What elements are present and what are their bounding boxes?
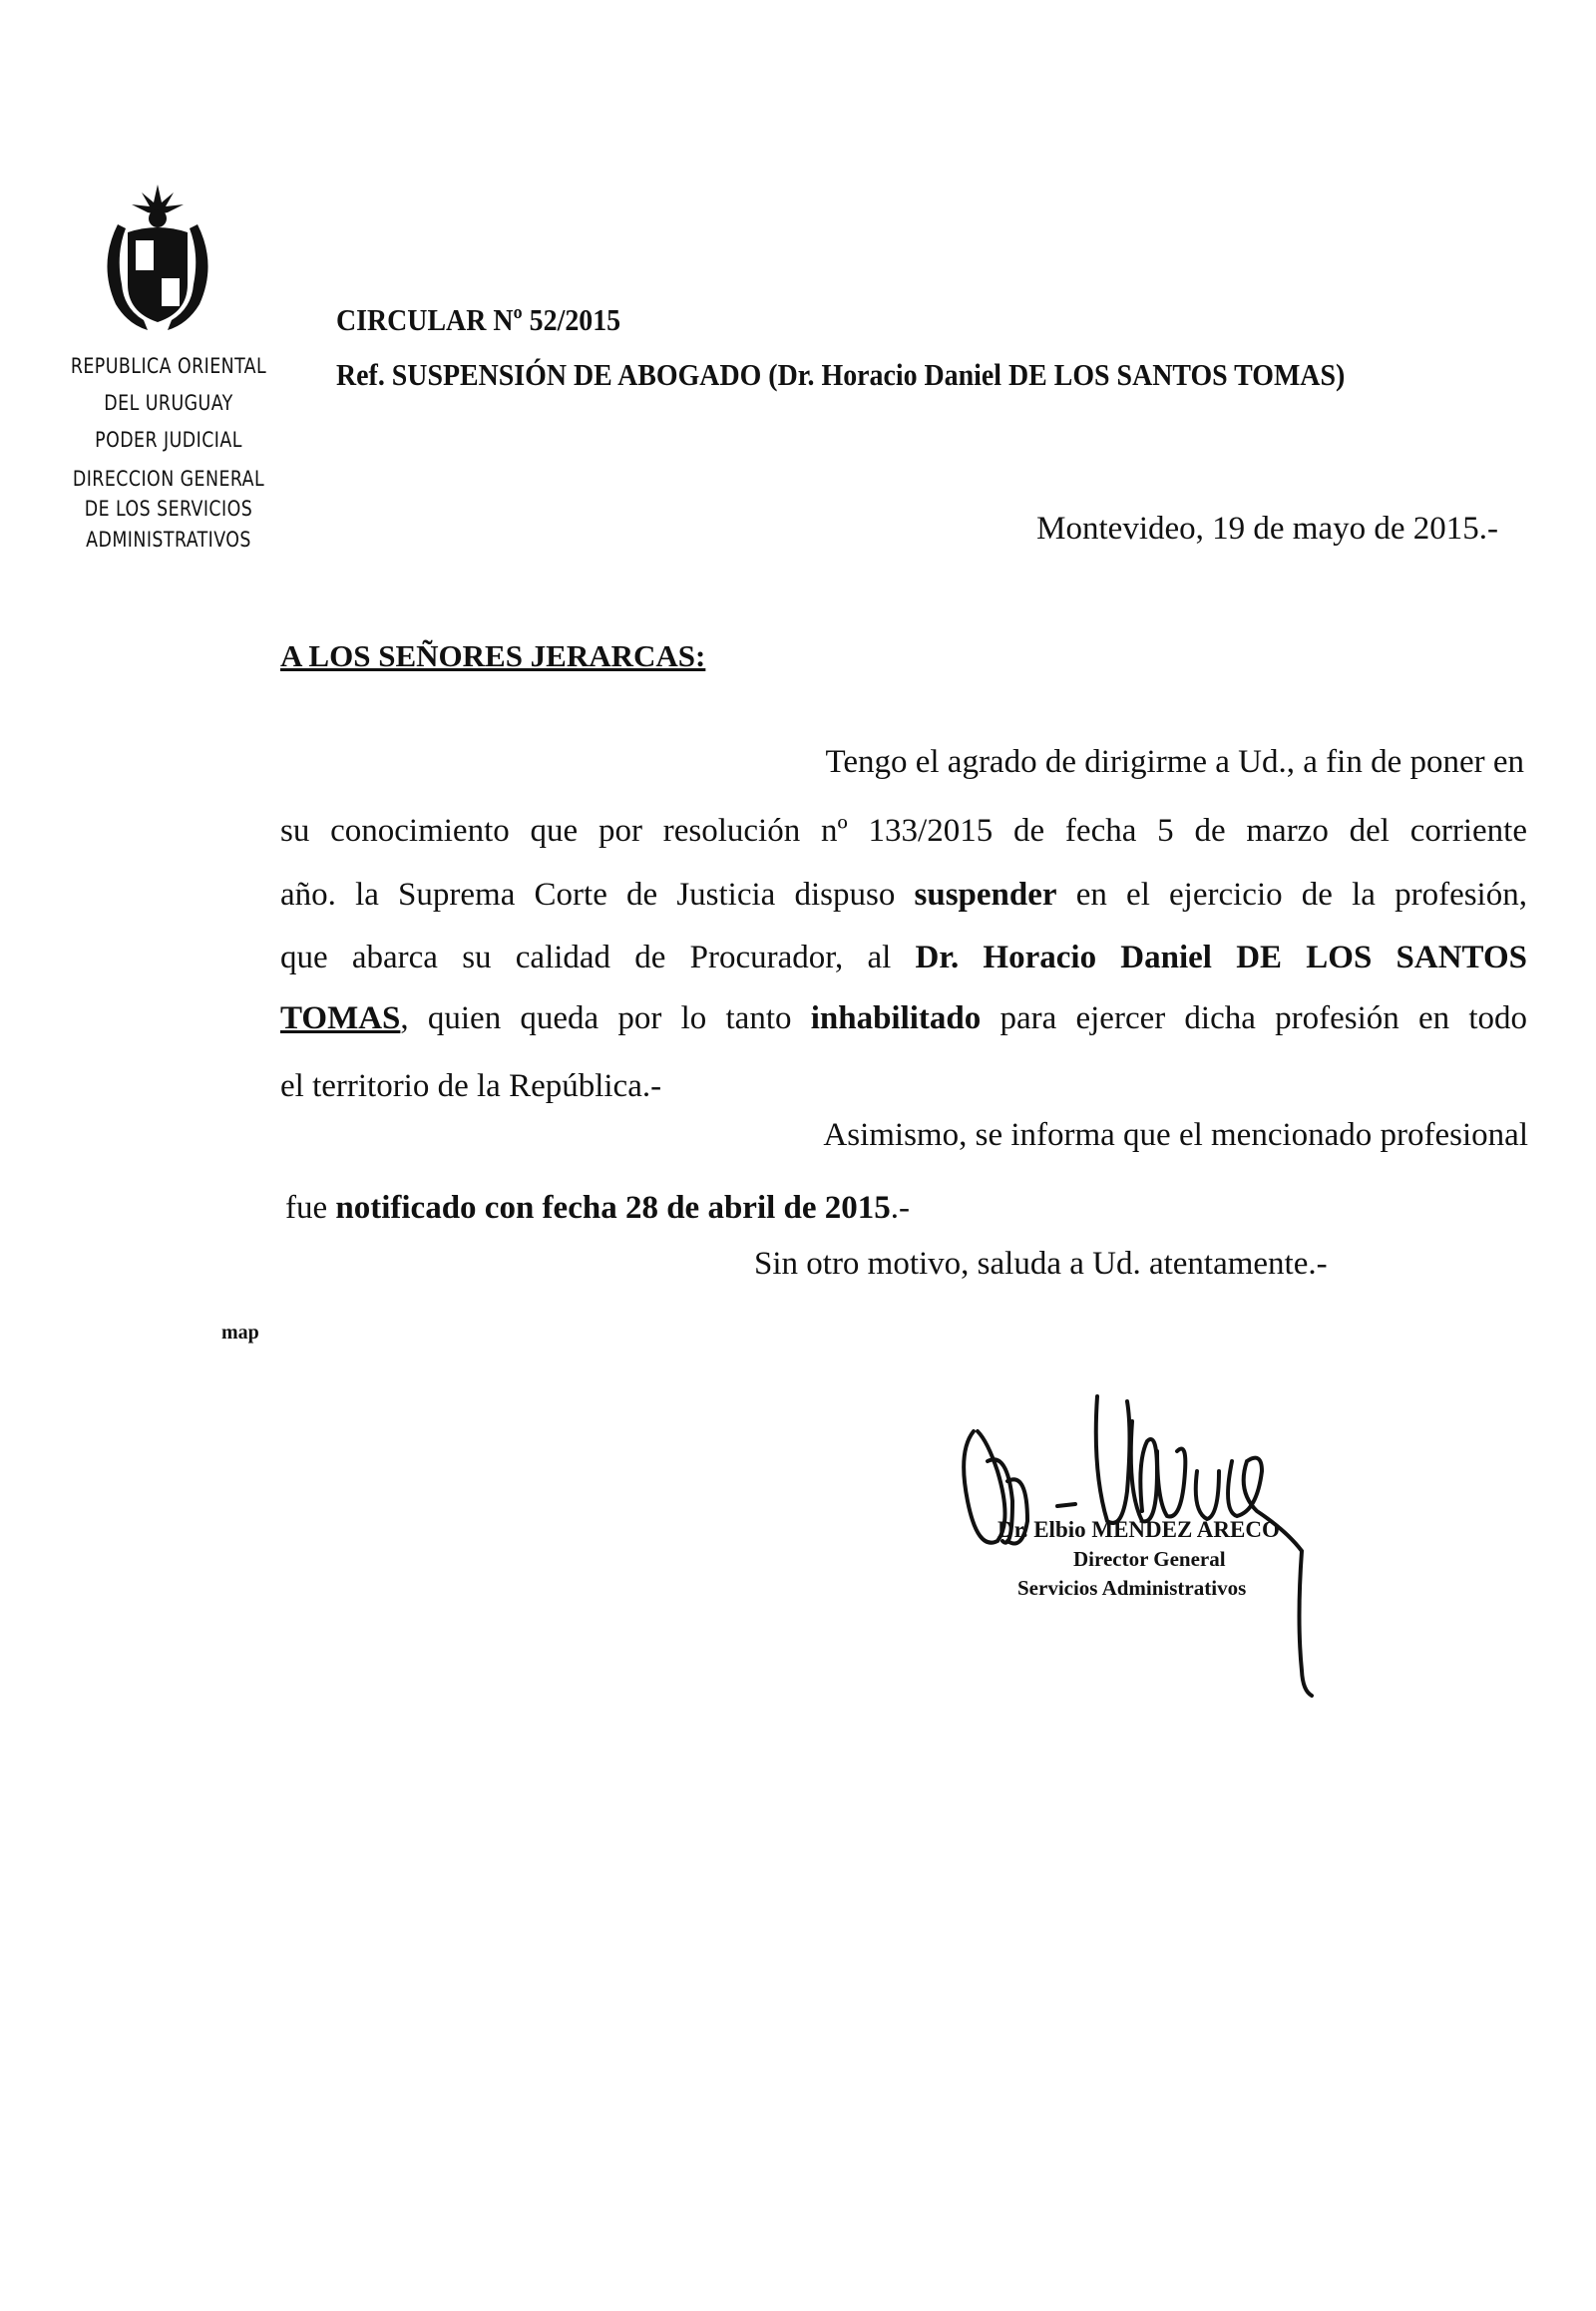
letterhead-line: DE LOS SERVICIOS bbox=[84, 497, 253, 521]
bold-text: TOMAS bbox=[280, 1000, 401, 1036]
signer-name: Dr. Elbio MENDEZ ARECO bbox=[998, 1517, 1280, 1542]
paragraph-line: el territorio de la República.- bbox=[280, 1068, 662, 1104]
bold-text: notificado con fecha 28 de abril de 2015 bbox=[335, 1190, 891, 1226]
paragraph-line bbox=[280, 1000, 1527, 1037]
letterhead-line: DIRECCION GENERAL bbox=[72, 467, 265, 491]
signer-department: Servicios Administrativos bbox=[1017, 1576, 1247, 1600]
signer-title: Director General bbox=[1073, 1547, 1226, 1571]
text: en el ejercicio de la profesión, bbox=[1056, 877, 1527, 913]
text: .- bbox=[890, 1190, 911, 1226]
text: fue bbox=[285, 1190, 336, 1226]
letterhead-line: PODER JUDICIAL bbox=[95, 428, 242, 452]
letterhead-line: DEL URUGUAY bbox=[104, 391, 233, 415]
text: para ejercer dicha profesión en todo bbox=[981, 1000, 1527, 1036]
paragraph-line bbox=[280, 940, 1527, 976]
paragraph-line: Tengo el agrado de dirigirme a Ud., a fin de poner en bbox=[825, 744, 1524, 780]
initials: map bbox=[221, 1322, 259, 1344]
letterhead-line: REPUBLICA ORIENTAL bbox=[70, 354, 267, 378]
letterhead-line: ADMINISTRATIVOS bbox=[86, 528, 251, 552]
bold-text: suspender bbox=[914, 877, 1057, 913]
bold-text: Dr. Horacio Daniel DE LOS SANTOS bbox=[915, 940, 1527, 975]
bold-text: inhabilitado bbox=[810, 1000, 982, 1036]
coat-of-arms-logo bbox=[88, 185, 227, 334]
circular-number: CIRCULAR Nº 52/2015 bbox=[336, 302, 621, 337]
paragraph-line: su conocimiento que por resolución nº 133/2015 de fecha 5 de marzo del corriente bbox=[280, 813, 1527, 849]
closing: Sin otro motivo, saluda a Ud. atentamente.- bbox=[754, 1246, 1328, 1282]
place-date: Montevideo, 19 de mayo de 2015.- bbox=[1036, 511, 1498, 547]
text: , quien queda por lo tanto bbox=[400, 1000, 811, 1036]
paragraph-line: Asimismo, se informa que el mencionado profesional bbox=[823, 1117, 1528, 1153]
text: que abarca su calidad de Procurador, al bbox=[280, 940, 916, 975]
salutation: A LOS SEÑORES JERARCAS: bbox=[280, 638, 706, 673]
reference-line: Ref. SUSPENSIÓN DE ABOGADO (Dr. Horacio Daniel DE LOS SANTOS TOMAS) bbox=[336, 357, 1346, 392]
paragraph-line bbox=[285, 1190, 910, 1227]
paragraph-line bbox=[280, 877, 1527, 914]
text: año. la Suprema Corte de Justicia dispuso bbox=[280, 877, 915, 913]
